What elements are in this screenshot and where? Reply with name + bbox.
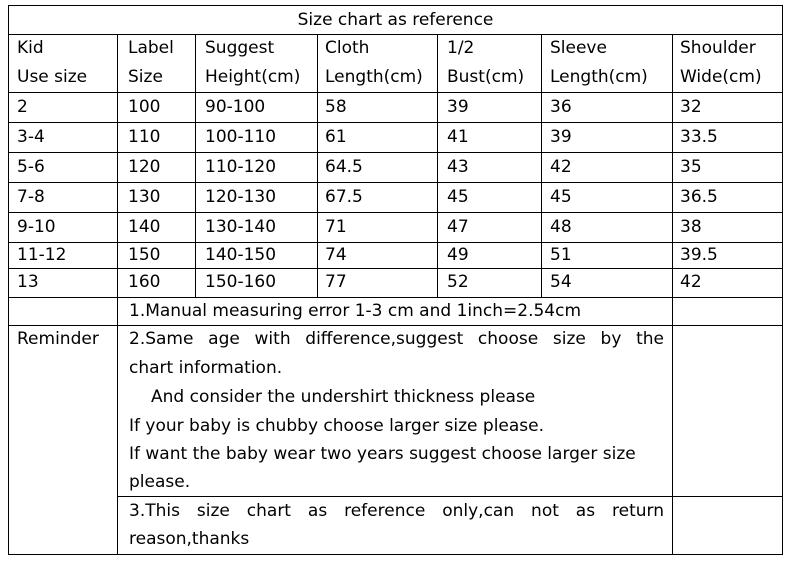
table-cell: 39 [447, 97, 469, 117]
table-cell: 77 [325, 272, 347, 292]
table-cell: 35 [680, 157, 702, 177]
table-cell: 140-150 [205, 245, 277, 265]
table-cell: 67.5 [325, 187, 363, 207]
header-kid: Kid [17, 38, 44, 58]
size-chart-table [8, 5, 783, 555]
rule [9, 212, 782, 213]
header-length: Length(cm) [325, 67, 423, 87]
header-shoulder: Shoulder [680, 38, 756, 58]
table-cell: 36.5 [680, 187, 718, 207]
header-height: Height(cm) [205, 67, 301, 87]
rule [9, 268, 782, 269]
table-cell: 42 [680, 272, 702, 292]
table-title: Size chart as reference [297, 10, 494, 30]
table-cell: 33.5 [680, 127, 718, 147]
table-cell: 90-100 [205, 97, 266, 117]
table-cell: 39 [550, 127, 572, 147]
table-cell: 58 [325, 97, 347, 117]
table-cell: 41 [447, 127, 469, 147]
rule [9, 242, 782, 243]
table-cell: 5-6 [17, 157, 45, 177]
table-cell: 130-140 [205, 217, 277, 237]
header-sleeve: Sleeve [550, 38, 607, 58]
table-cell: 42 [550, 157, 572, 177]
table-cell: 39.5 [680, 245, 718, 265]
rule [541, 34, 542, 297]
header-label: Label [128, 38, 174, 58]
table-cell: 52 [447, 272, 469, 292]
table-cell: 2 [17, 97, 28, 117]
table-cell: 160 [128, 272, 161, 292]
table-cell: 140 [128, 217, 161, 237]
table-cell: 110 [128, 127, 161, 147]
note-undershirt: And consider the undershirt thickness please [151, 387, 536, 407]
rule [117, 34, 118, 555]
table-cell: 71 [325, 217, 347, 237]
table-cell: 74 [325, 245, 347, 265]
table-cell: 48 [550, 217, 572, 237]
header-size: Size [128, 67, 163, 87]
rule [9, 182, 782, 183]
table-cell: 3-4 [17, 127, 45, 147]
table-cell: 100 [128, 97, 161, 117]
table-cell: 150 [128, 245, 161, 265]
rule [195, 34, 196, 297]
table-cell: 150-160 [205, 272, 277, 292]
table-cell: 45 [447, 187, 469, 207]
header-sleeve-length: Length(cm) [550, 67, 648, 87]
table-cell: 120 [128, 157, 161, 177]
header-use-size: Use size [17, 67, 88, 87]
table-cell: 110-120 [205, 157, 277, 177]
rule [437, 34, 438, 297]
table-cell: 47 [447, 217, 469, 237]
note-two-years: If want the baby wear two years suggest choose larger size [129, 444, 636, 464]
table-cell: 49 [447, 245, 469, 265]
table-cell: 130 [128, 187, 161, 207]
note-chart-info: chart information. [129, 358, 283, 378]
table-cell: 120-130 [205, 187, 277, 207]
table-cell: 64.5 [325, 157, 363, 177]
table-cell: 54 [550, 272, 572, 292]
header-wide: Wide(cm) [680, 67, 762, 87]
table-cell: 61 [325, 127, 347, 147]
rule [672, 34, 673, 555]
note-same-age: 2.Same age with difference,suggest choose size by the [129, 329, 664, 349]
header-half: 1/2 [447, 38, 475, 58]
table-cell: 100-110 [205, 127, 277, 147]
note-reason: reason,thanks [129, 529, 250, 549]
table-cell: 32 [680, 97, 702, 117]
header-suggest: Suggest [205, 38, 275, 58]
rule [9, 34, 782, 35]
note-reference-only: 3.This size chart as reference only,can not as return [129, 501, 664, 521]
table-cell: 43 [447, 157, 469, 177]
table-cell: 51 [550, 245, 572, 265]
header-cloth: Cloth [325, 38, 370, 58]
rule [9, 92, 782, 93]
note-please: please. [129, 472, 191, 492]
rule [9, 152, 782, 153]
table-cell: 7-8 [17, 187, 45, 207]
table-cell: 45 [550, 187, 572, 207]
table-cell: 36 [550, 97, 572, 117]
note-measuring-error: 1.Manual measuring error 1-3 cm and 1inch=2.54cm [129, 301, 582, 321]
note-chubby: If your baby is chubby choose larger size please. [129, 416, 545, 436]
table-cell: 9-10 [17, 217, 56, 237]
rule [9, 122, 782, 123]
table-cell: 38 [680, 217, 702, 237]
table-cell: 13 [17, 272, 39, 292]
header-bust: Bust(cm) [447, 67, 525, 87]
reminder-label: Reminder [17, 329, 99, 349]
table-cell: 11-12 [17, 245, 67, 265]
rule [317, 34, 318, 297]
